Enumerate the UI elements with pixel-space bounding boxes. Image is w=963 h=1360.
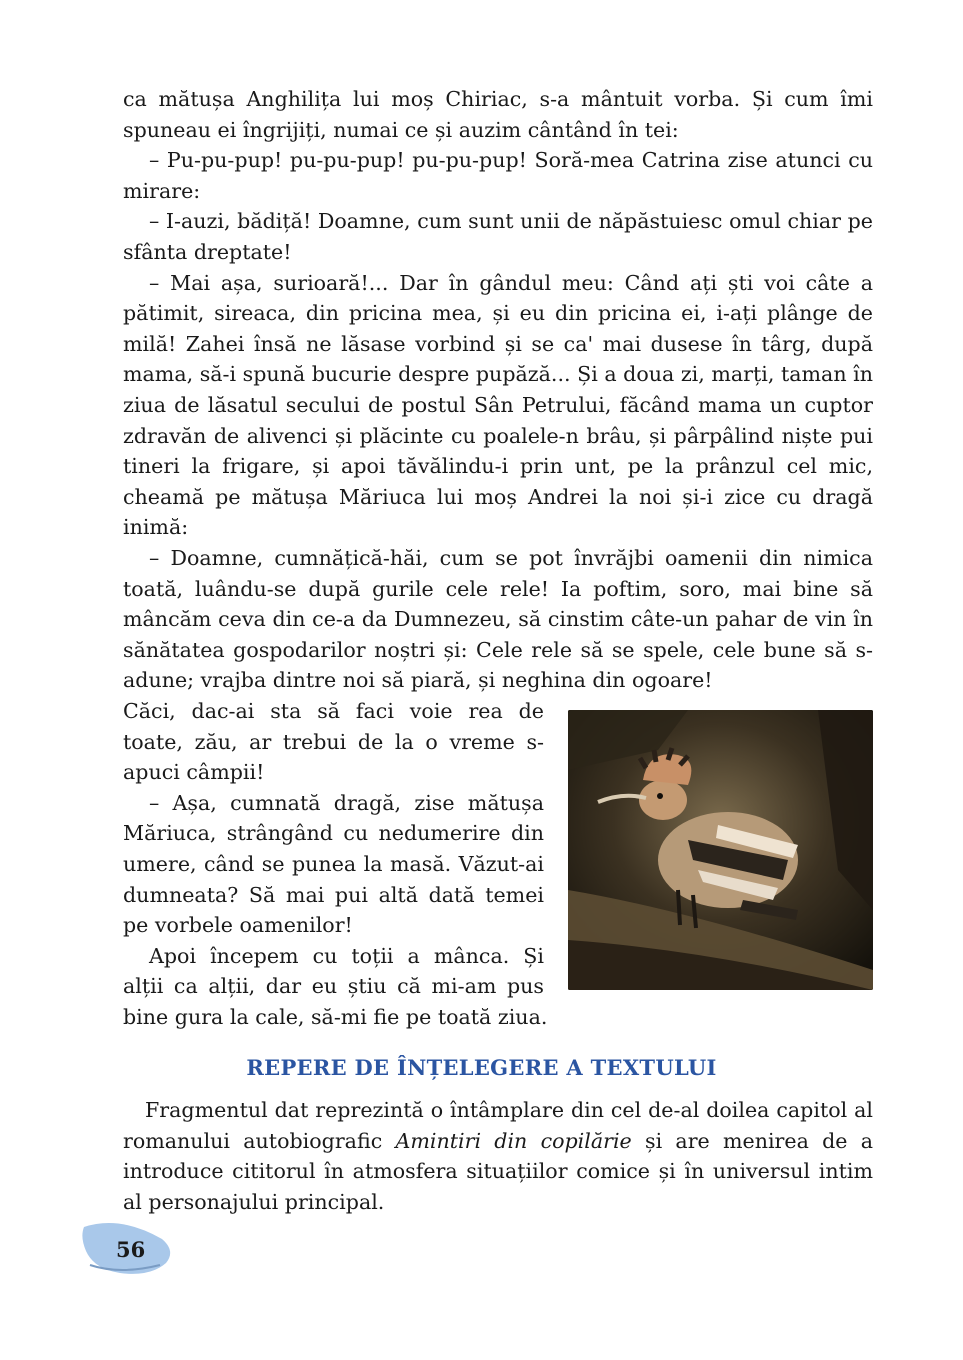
page-number: 56 xyxy=(116,1237,146,1262)
paragraph-8: Apoi începem cu toții a mânca. Și alții ca alții, dar eu știu că mi-am pus bine gura la cale, să-mi fie pe toată ziua. xyxy=(123,943,548,1029)
paragraph-4: – Mai așa, surioară!... Dar în gândul meu: Când ați ști voi câte a pătimit, sireaca, din pricina mea, și eu din pricina ei, i-ați plânge de milă! Zahei însă ne lăsase vorbind și se ca' mai dusese în târg, după mama, să-i spună bucurie despre pupăză... Și a doua zi, marți, taman în ziua de lăsatul secului de postul Sân Petrului, făcând mama un cuptor zdravăn de alivenci și plăcinte cu poalele-n brâu, și pârpâlind niște pui tineri la frigare, și apoi tăvălindu-i prin unt, pe la prânzul cel mic, cheamă pe mătușa Măriuca lui moș Andrei la noi și-i zice cu dragă inimă: xyxy=(123,270,873,540)
paragraph-2: – Pu-pu-pup! pu-pu-pup! pu-pu-pup! Soră-mea Catrina zise atunci cu mirare: xyxy=(123,148,873,203)
hoopoe-bird-photo xyxy=(568,710,873,990)
paragraph-3: – I-auzi, bădiță! Doamne, cum sunt unii de năpăstuiesc omul chiar pe sfânta dreptate! xyxy=(123,209,873,264)
story-text-top xyxy=(123,84,873,696)
hoopoe-illustration xyxy=(568,710,873,990)
book-title: Amintiri din copilărie xyxy=(395,1128,632,1153)
section-heading: REPERE DE ÎNȚELEGERE A TEXTULUI xyxy=(246,1055,717,1080)
paragraph-5: – Doamne, cumnățică-hăi, cum se pot învrăjbi oamenii din nimica toată, luându-se după gurile cele rele! Ia poftim, soro, mai bine să mâncăm ceva din ce-a da Dumnezeu, să cinstim câte-un pahar de vin în sănătatea gospodarilor noștri și: Cele rele să se spele, cele bune să s-adune; vrajba dintre noi să piară, și neghina din ogoare! xyxy=(123,545,873,693)
paragraph-7: – Așa, cumnată dragă, zise mătușa Măriuca, strângând cu nedumerire din umere, când se punea la masă. Văzut-ai dumneata? Să mai pui altă dată temei pe vorbele oamenilor! xyxy=(123,790,544,938)
summary-text-start: Fragmentul dat reprezintă o întâmplare din cel de-al doilea capitol al romanului autobiografic xyxy=(123,1098,873,1153)
summary-paragraph xyxy=(123,1095,873,1217)
summary-text-end: și are menirea de a introduce cititorul în atmosfera situațiilor comice și în universul intim al personajului principal. xyxy=(123,1128,874,1214)
story-text-wrapped xyxy=(123,696,873,1033)
paragraph-6: Căci, dac-ai sta să faci voie rea de toate, zău, ar trebui de la o vreme s-apuci câmpii! xyxy=(123,699,544,785)
paragraph-1: ca mătușa Anghilița lui moș Chiriac, s-a mântuit vorba. Și cum îmi spuneau ei îngrijiți, numai ce și auzim cântând în tei: xyxy=(123,87,873,142)
summary-text xyxy=(123,1095,873,1217)
